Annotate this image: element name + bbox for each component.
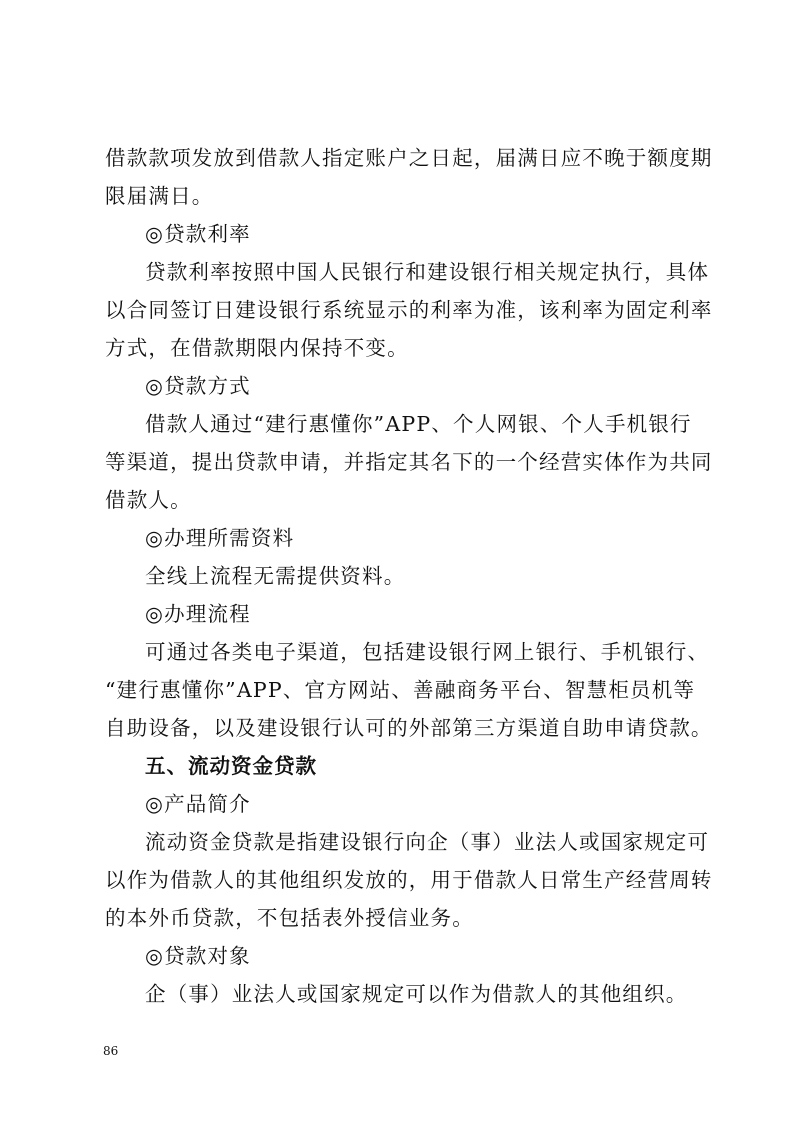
paragraph-line: 借款款项发放到借款人指定账户之日起，届满日应不晚于额度期 bbox=[105, 146, 713, 170]
paragraph-line: 的本外币贷款，不包括表外授信业务。 bbox=[105, 906, 474, 930]
section-heading-loan-rate: ◎贷款利率 bbox=[145, 222, 251, 246]
section-heading-loan-method: ◎贷款方式 bbox=[145, 374, 251, 398]
paragraph-line: 流动资金贷款是指建设银行向企（事）业法人或国家规定可 bbox=[145, 830, 710, 854]
paragraph-line: 自助设备，以及建设银行认可的外部第三方渠道自助申请贷款。 bbox=[105, 716, 713, 740]
paragraph-line: “建行惠懂你”APP、官方网站、善融商务平台、智慧柜员机等 bbox=[105, 678, 696, 702]
section-heading-process: ◎办理流程 bbox=[145, 602, 251, 626]
page-number: 86 bbox=[103, 1044, 119, 1058]
paragraph-line: 全线上流程无需提供资料。 bbox=[145, 564, 406, 588]
paragraph-line: 限届满日。 bbox=[105, 184, 214, 208]
paragraph-line: 贷款利率按照中国人民银行和建设银行相关规定执行，具体 bbox=[145, 260, 710, 284]
paragraph-line: 企（事）业法人或国家规定可以作为借款人的其他组织。 bbox=[145, 982, 688, 1006]
paragraph-line: 方式，在借款期限内保持不变。 bbox=[105, 336, 409, 360]
chapter-heading-working-capital-loan: 五、流动资金贷款 bbox=[145, 754, 317, 778]
paragraph-line: 等渠道，提出贷款申请，并指定其名下的一个经营实体作为共同 bbox=[105, 450, 713, 474]
paragraph-line: 借款人。 bbox=[105, 488, 192, 512]
paragraph-line: 借款人通过“建行惠懂你”APP、个人网银、个人手机银行 bbox=[145, 412, 692, 436]
paragraph-line: 以合同签订日建设银行系统显示的利率为准，该利率为固定利率 bbox=[105, 298, 713, 322]
paragraph-line: 可通过各类电子渠道，包括建设银行网上银行、手机银行、 bbox=[145, 640, 710, 664]
section-heading-product-intro: ◎产品简介 bbox=[145, 792, 251, 816]
section-heading-loan-target: ◎贷款对象 bbox=[145, 944, 251, 968]
paragraph-line: 以作为借款人的其他组织发放的，用于借款人日常生产经营周转 bbox=[105, 868, 713, 892]
section-heading-materials: ◎办理所需资料 bbox=[145, 526, 295, 550]
